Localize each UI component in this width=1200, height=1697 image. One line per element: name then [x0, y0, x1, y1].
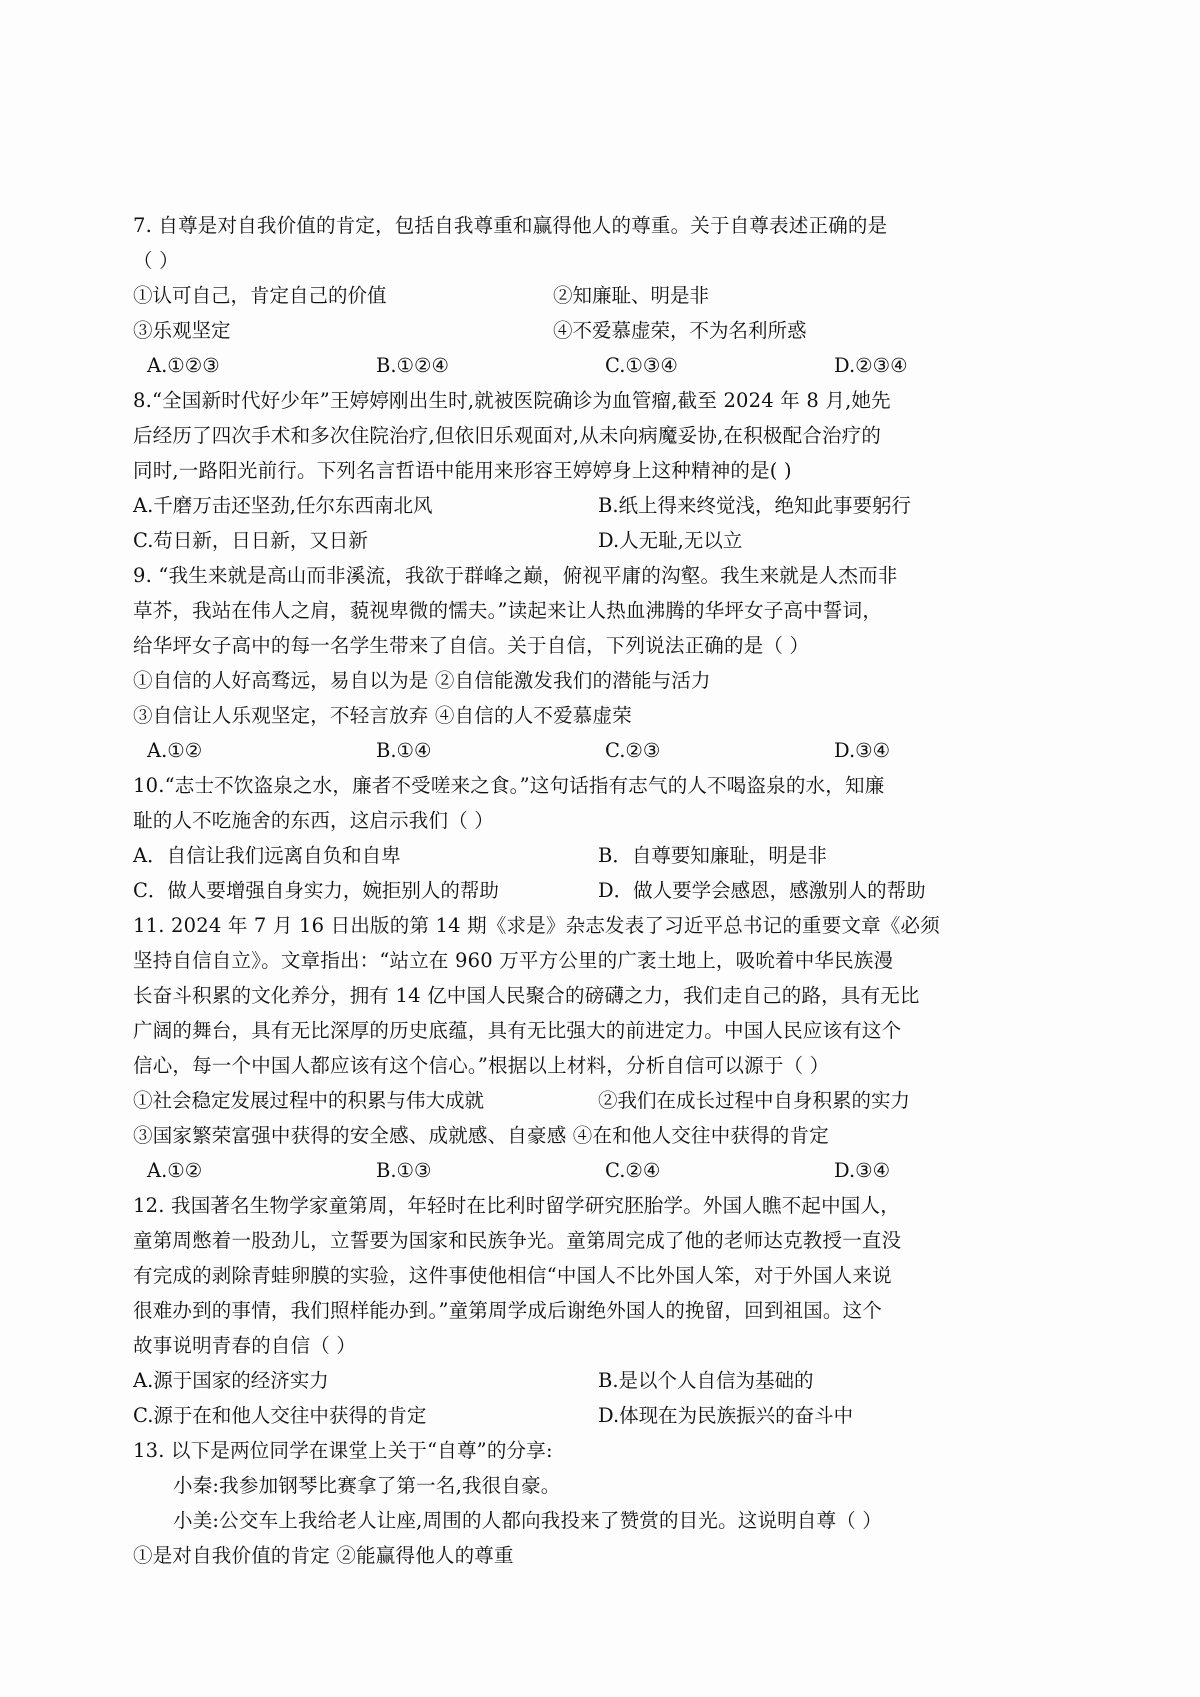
choice-row: [133, 838, 1063, 873]
question-text: 很难办到的事情，我们照样能办到。”童第周学成后谢绝外国人的挽留，回到祖国。这个: [133, 1299, 883, 1322]
choice-row: [133, 348, 1063, 383]
choice-c: C.②④: [605, 1159, 661, 1182]
question-text: 信心，每一个中国人都应该有这个信心。”根据以上材料，分析自信可以源于（ ）: [133, 1054, 830, 1077]
choice-c: C.①③④: [605, 354, 678, 377]
choice-a: A.①②: [147, 1159, 203, 1182]
choice-d: D．做人要学会感恩，感激别人的帮助: [598, 879, 926, 902]
student-share: 小美:公交车上我给老人让座,周围的人都向我投来了赞赏的目光。这说明自尊（ ）: [173, 1509, 883, 1532]
question-8: [133, 383, 1063, 558]
question-12: [133, 1188, 1063, 1433]
question-text: 12. 我国著名生物学家童第周，年轻时在比利时留学研究胚胎学。外国人瞧不起中国人，: [133, 1194, 900, 1217]
choice-a: A.千磨万击还坚劲,任尔东西南北风: [133, 494, 433, 517]
choice-row: [133, 523, 1063, 558]
question-text: 7. 自尊是对自我价值的肯定，包括自我尊重和赢得他人的尊重。关于自尊表述正确的是: [133, 214, 888, 237]
choice-c: C.源于在和他人交往中获得的肯定: [133, 1404, 427, 1427]
question-text: 9. “我生来就是高山而非溪流，我欲于群峰之巅，俯视平庸的沟壑。我生来就是人杰而非: [133, 564, 898, 587]
statement: ④不爱慕虚荣，不为名利所惑: [553, 319, 807, 342]
choice-row: [133, 1153, 1063, 1188]
choice-a: A.①②③: [147, 354, 220, 377]
statement: ①自信的人好高骛远，易自以为是 ②自信能激发我们的潜能与活力: [133, 669, 711, 692]
choice-row: [133, 1398, 1063, 1433]
statement-row: [133, 1083, 1063, 1118]
question-10: [133, 768, 1063, 908]
choice-a: A．自信让我们远离自负和自卑: [133, 844, 401, 867]
statement: ①是对自我价值的肯定 ②能赢得他人的尊重: [133, 1544, 514, 1567]
student-share: 小秦:我参加钢琴比赛拿了第一名,我很自豪。: [173, 1474, 561, 1497]
question-text: 坚持自信自立》。文章指出：“站立在 960 万平方公里的广袤土地上，吸吮着中华民族漫: [133, 949, 894, 972]
question-11: [133, 908, 1063, 1188]
choice-d: D.③④: [834, 739, 891, 762]
question-text: 10.“志士不饮盗泉之水，廉者不受嗟来之食。”这句话指有志气的人不喝盗泉的水，知廉: [133, 774, 885, 797]
choice-c: C．做人要增强自身实力，婉拒别人的帮助: [133, 879, 499, 902]
choice-d: D.体现在为民族振兴的奋斗中: [598, 1404, 854, 1427]
statement: ①社会稳定发展过程中的积累与伟大成就: [133, 1089, 485, 1112]
statement-row: [133, 313, 1063, 348]
statement-row: [133, 278, 1063, 313]
question-13: [133, 1433, 1063, 1573]
choice-d: D.②③④: [834, 354, 908, 377]
choice-row: [133, 873, 1063, 908]
question-text: 耻的人不吃施舍的东西，这启示我们（ ）: [133, 809, 494, 832]
statement: ②知廉耻、明是非: [553, 284, 710, 307]
question-text: 童第周憋着一股劲儿，立誓要为国家和民族争光。童第周完成了他的老师达克教授一直没: [133, 1229, 902, 1252]
choice-row: [133, 733, 1063, 768]
question-text: 长奋斗积累的文化养分，拥有 14 亿中国人民聚合的磅礴之力，我们走自己的路，具有无比: [133, 984, 920, 1007]
statement: ②我们在成长过程中自身积累的实力: [598, 1089, 911, 1112]
question-text: 同时,一路阳光前行。下列名言哲语中能用来形容王婷婷身上这种精神的是( ): [133, 459, 792, 482]
question-text: 故事说明青春的自信（ ）: [133, 1334, 357, 1357]
question-text: 13. 以下是两位同学在课堂上关于“自尊”的分享:: [133, 1439, 553, 1462]
choice-a: A.源于国家的经济实力: [133, 1369, 329, 1392]
choice-row: [133, 488, 1063, 523]
choice-b: B.①③: [376, 1159, 432, 1182]
choice-b: B.①④: [376, 739, 432, 762]
choice-d: D.人无耻,无以立: [598, 529, 743, 552]
question-text: （ ）: [133, 249, 179, 272]
statement: ①认可自己，肯定自己的价值: [133, 284, 387, 307]
question-text: 有完成的剥除青蛙卵膜的实验，这件事使他相信“中国人不比外国人笨，对于外国人来说: [133, 1264, 892, 1287]
question-7: [133, 208, 1063, 383]
choice-b: B.纸上得来终觉浅，绝知此事要躬行: [598, 494, 912, 517]
statement: ③国家繁荣富强中获得的安全感、成就感、自豪感 ④在和他人交往中获得的肯定: [133, 1124, 829, 1147]
question-text: 11. 2024 年 7 月 16 日出版的第 14 期《求是》杂志发表了习近平总书记的重要文章《必须: [133, 914, 940, 937]
choice-c: C.②③: [605, 739, 661, 762]
choice-d: D.③④: [834, 1159, 891, 1182]
question-list: [133, 208, 1063, 1573]
question-9: [133, 558, 1063, 768]
question-text: 广阔的舞台，具有无比深厚的历史底蕴，具有无比强大的前进定力。中国人民应该有这个: [133, 1019, 902, 1042]
statement: ③自信让人乐观坚定，不轻言放弃 ④自信的人不爱慕虚荣: [133, 704, 632, 727]
question-text: 后经历了四次手术和多次住院治疗,但依旧乐观面对,从未向病魔妥协,在积极配合治疗的: [133, 424, 882, 447]
question-text: 给华坪女子高中的每一名学生带来了自信。关于自信，下列说法正确的是（ ）: [133, 634, 810, 657]
statement: ③乐观坚定: [133, 319, 231, 342]
choice-a: A.①②: [147, 739, 203, 762]
choice-c: C.苟日新，日日新，又日新: [133, 529, 368, 552]
question-text: 草芥，我站在伟人之肩，藐视卑微的懦夫。”读起来让人热血沸腾的华坪女子高中誓词，: [133, 599, 883, 622]
question-text: 8.“全国新时代好少年”王婷婷刚出生时,就被医院确诊为血管瘤,截至 2024 年 8 月,她先: [133, 389, 891, 412]
choice-b: B.①②④: [376, 354, 449, 377]
choice-row: [133, 1363, 1063, 1398]
choice-b: B．自尊要知廉耻，明是非: [598, 844, 827, 867]
choice-b: B.是以个人自信为基础的: [598, 1369, 814, 1392]
